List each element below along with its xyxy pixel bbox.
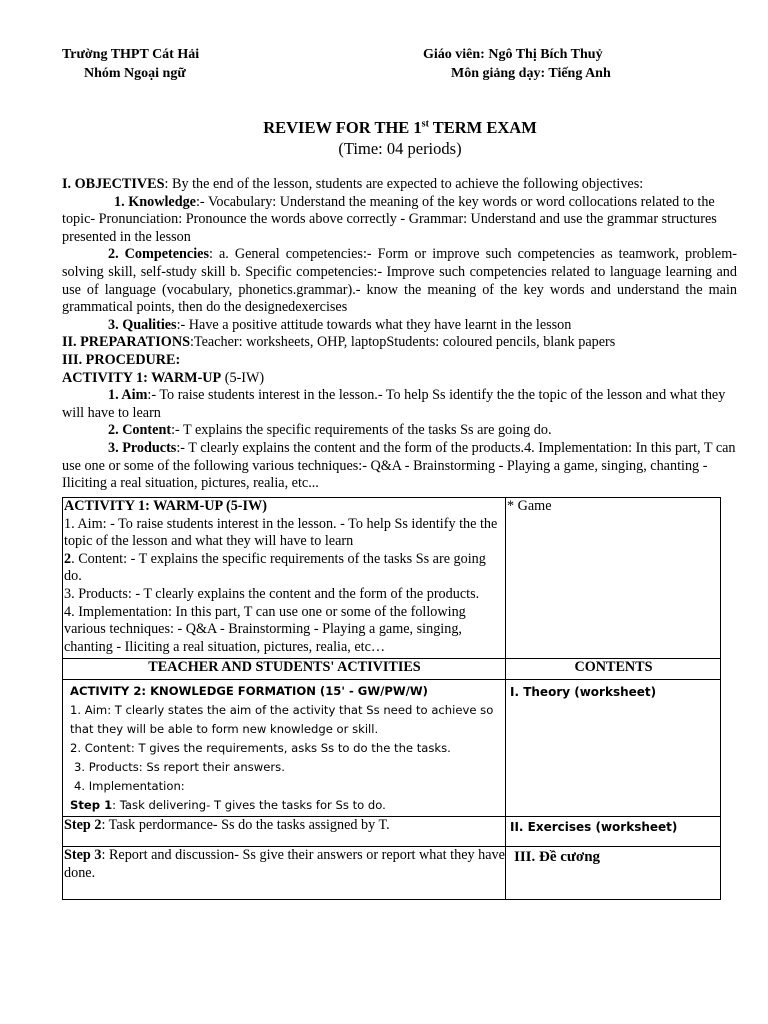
objectives-intro <box>62 176 737 194</box>
warmup-content-number: 2 <box>64 550 72 567</box>
step3-label: Step 3 <box>64 847 102 863</box>
teacher-name: Giáo viên: Ngô Thị Bích Thuỷ <box>423 47 603 62</box>
preparations-paragraph <box>62 334 737 352</box>
warmup-implementation: 4. Implementation: In this part, T can use one or some of the following various techniques: - Q&A - Brainstorming - Playing a game, singing, chanting - Iliciting a real situation, pictures, realia, etc… <box>64 603 466 655</box>
objectives-heading: I. OBJECTIVES <box>62 176 165 192</box>
title-prefix: REVIEW FOR THE 1 <box>263 118 422 137</box>
qualities-paragraph <box>62 317 737 335</box>
school-name: Trường THPT Cát Hải <box>62 47 200 62</box>
department-name: Nhóm Ngoại ngữ <box>84 66 186 81</box>
knowledge-text: :- Vocabulary: Understand the meaning of the key words or word collocations related to the topic- Pronunciation: Pronounce the words above correctly - Grammar: Understand and use the grammar structures presented in the lesson <box>62 193 717 245</box>
products-paragraph <box>62 440 737 493</box>
activity2-products: 3. Products: Ss report their answers. <box>74 760 285 774</box>
preparations-heading: . PREPARATIONS <box>73 334 190 351</box>
procedure-heading: III. PROCEDURE: <box>62 351 181 368</box>
products-text: :- T clearly explains the content and the form of the products.4. Implementation: In this part, T can use one or some of the following various techniques:- Q&A - Brainstorming - Playing a game, singing, chanting - Iliciting a real situation, pictures, realia, etc... <box>62 439 736 492</box>
step2-label: Step 2 <box>64 817 102 833</box>
content-paragraph <box>62 422 737 440</box>
step2-row <box>63 817 721 847</box>
activities-column-header: TEACHER AND STUDENTS' ACTIVITIES <box>63 659 506 680</box>
warmup-row <box>63 498 721 659</box>
step1-line <box>64 796 505 815</box>
warmup-game-cell <box>506 498 721 659</box>
objectives-text: : By the end of the lesson, students are expected to achieve the following objectives: <box>164 176 644 192</box>
title-suffix: TERM EXAM <box>428 118 537 137</box>
warmup-title: ACTIVITY 1: WARM-UP (5-IW) <box>64 498 267 514</box>
aim-heading: 1. Aim <box>108 387 148 404</box>
step2-text: : Task perdormance- Ss do the tasks assigned by T. <box>101 817 390 833</box>
step3-text: : Report and discussion- Ss give their answers or report what they have done. <box>64 847 505 881</box>
table-header-row <box>63 659 721 680</box>
step1-text: : Task delivering- T gives the tasks for Ss to do. <box>112 798 386 812</box>
step1-label: Step 1 <box>70 798 113 812</box>
activity1-heading: ACTIVITY 1: WARM-UP <box>62 369 222 386</box>
qualities-heading: 3. Qualities <box>108 316 177 333</box>
preparations-numeral: II <box>62 334 74 351</box>
step3-row <box>63 847 721 900</box>
procedure-table <box>62 497 721 900</box>
content-heading: 2. Content <box>108 422 172 439</box>
warmup-cell <box>63 498 506 659</box>
knowledge-heading: 1. Knowledge <box>114 193 196 210</box>
warmup-aim: 1. Aim: - To raise students interest in the lesson. - To help Ss identify the the topic of the lesson and what they will have to learn <box>64 515 498 550</box>
subject-name: Môn giảng dạy: Tiếng Anh <box>451 66 611 81</box>
activity2-row <box>63 680 721 817</box>
activity1-heading-line <box>62 370 737 388</box>
activity2-title: ACTIVITY 2: KNOWLEDGE FORMATION (15' - GW/PW/W) <box>70 684 428 698</box>
activity2-content: 2. Content: T gives the requirements, asks Ss to do the the tasks. <box>70 741 451 755</box>
step3-cell <box>63 847 506 900</box>
warmup-content: . Content: - T explains the specific requirements of the tasks Ss are going do. <box>64 550 486 585</box>
warmup-content-line <box>64 551 505 586</box>
activity2-aim: 1. Aim: T clearly states the aim of the activity that Ss need to achieve so that they will be able to form new knowledge or skill. <box>70 703 494 736</box>
step2-cell <box>63 817 506 847</box>
exercises-cell: II. Exercises (worksheet) <box>506 817 721 847</box>
contents-column-header: CONTENTS <box>506 659 721 680</box>
preparations-text: :Teacher: worksheets, OHP, laptopStudents: coloured pencils, blank papers <box>189 334 616 351</box>
content-text: :- T explains the specific requirements of the tasks Ss are going do. <box>171 422 552 439</box>
competencies-text: : a. General competencies:- Form or improve such competencies as teamwork, problem-solving skill, self-study skill b. Specific competencies:- Improve such competencies related to language learning and use of language (vocabulary, phonetics.grammar).- know the meaning of the key words and understand the main grammatical points, then do the designedexercises <box>62 246 737 316</box>
game-label: * Game <box>507 498 552 514</box>
products-heading: 3. Products <box>108 439 177 456</box>
activity2-cell <box>63 680 506 817</box>
theory-cell: I. Theory (worksheet) <box>506 680 721 817</box>
lesson-body <box>62 176 737 493</box>
outline-cell: III. Đề cương <box>506 847 721 900</box>
qualities-text: :- Have a positive attitude towards what they have learnt in the lesson <box>176 316 572 333</box>
aim-paragraph <box>62 387 737 422</box>
competencies-heading: 2. Competencies <box>108 246 209 263</box>
warmup-products: 3. Products: - T clearly explains the content and the form of the products. <box>64 585 480 602</box>
activity1-time: (5-IW) <box>221 369 265 386</box>
activity2-implementation: 4. Implementation: <box>74 779 185 793</box>
aim-text: :- To raise students interest in the lesson.- To help Ss identify the the topic of the lesson and what they will have to learn <box>62 387 726 421</box>
title-ordinal-suffix: st <box>421 118 429 130</box>
document-title <box>0 118 768 138</box>
knowledge-paragraph <box>62 194 737 247</box>
document-duration: (Time: 04 periods) <box>338 139 462 158</box>
competencies-paragraph <box>62 246 737 316</box>
